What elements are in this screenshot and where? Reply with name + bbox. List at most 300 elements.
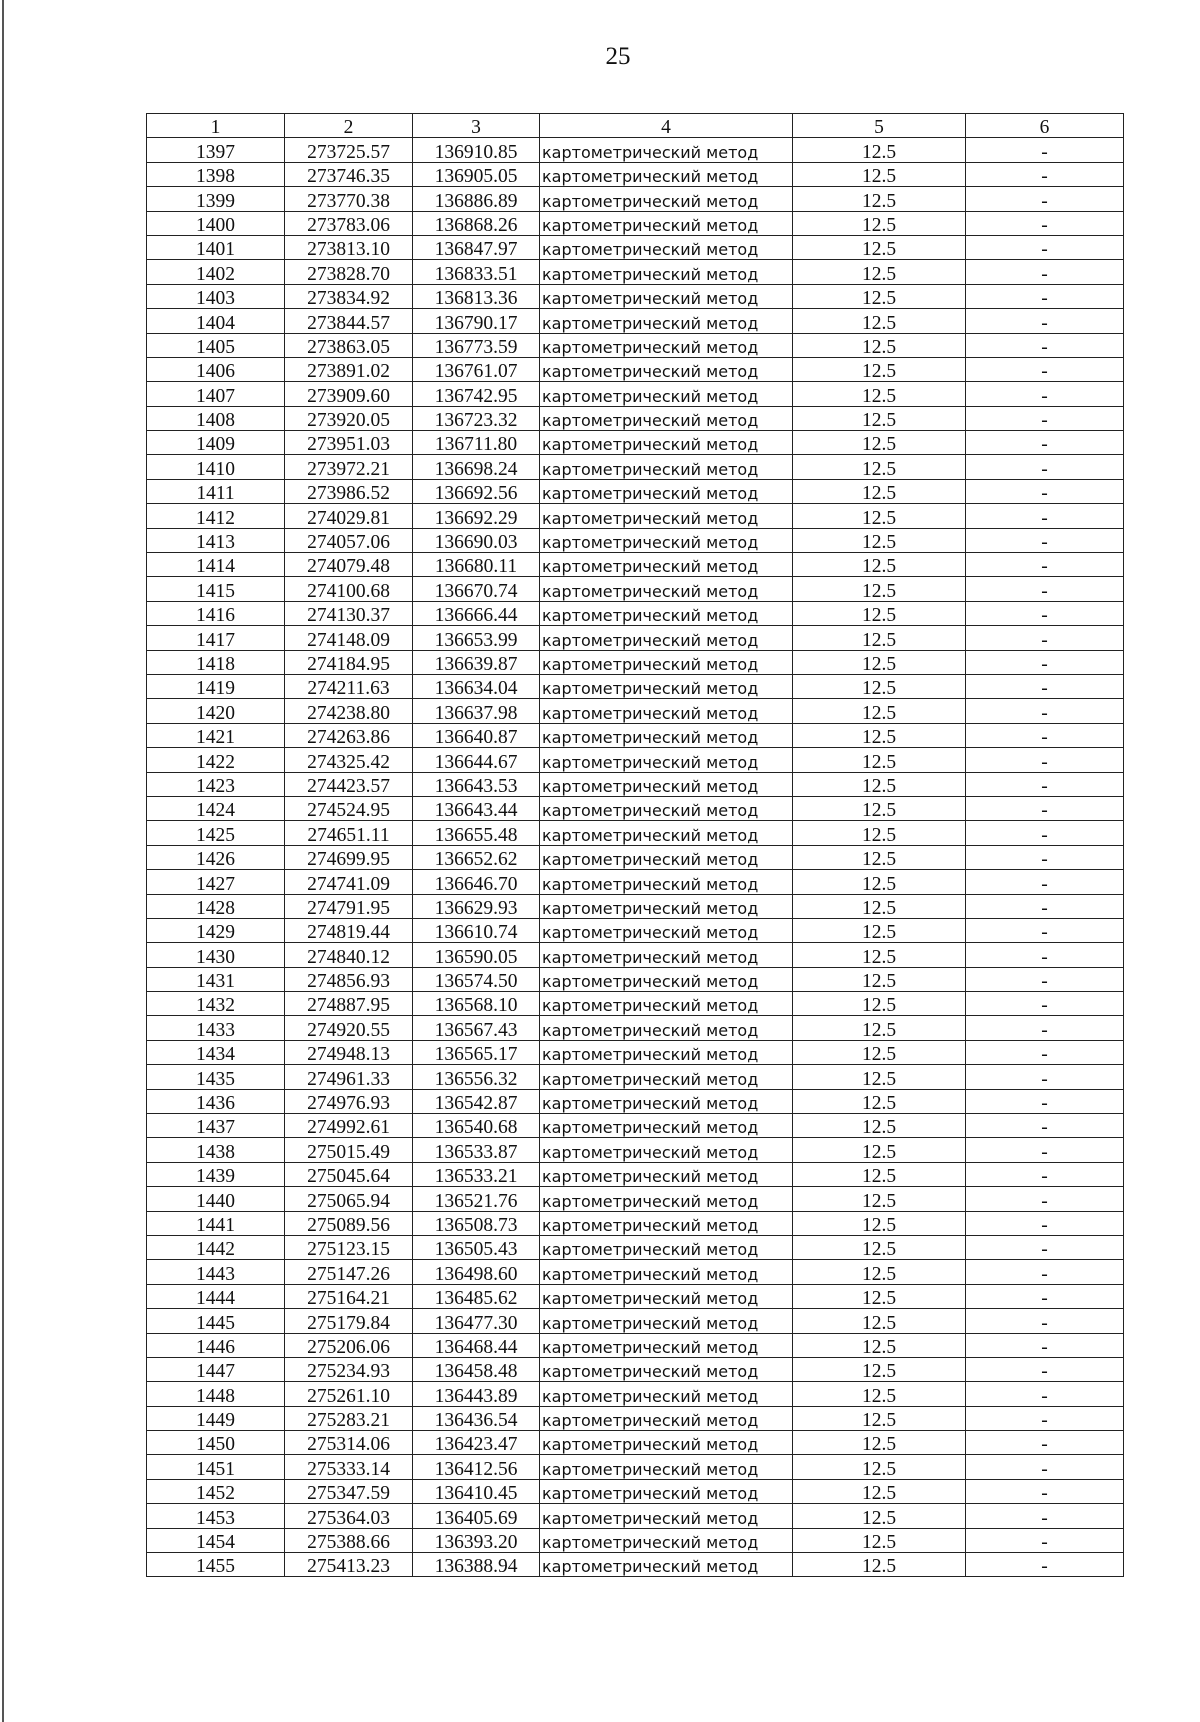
point-number-cell: 1446 [147,1333,285,1357]
y-coordinate-cell: 136680.11 [413,553,540,577]
table-row [147,1187,1124,1211]
note-cell: - [966,1114,1124,1138]
method-cell: картометрический метод [540,650,793,674]
accuracy-cell: 12.5 [793,577,966,601]
x-coordinate-cell: 275234.93 [285,1357,413,1381]
method-cell: картометрический метод [540,1309,793,1333]
x-coordinate-cell: 275364.03 [285,1504,413,1528]
x-coordinate-cell: 275123.15 [285,1235,413,1259]
point-number-cell: 1445 [147,1309,285,1333]
method-cell: картометрический метод [540,723,793,747]
accuracy-cell: 12.5 [793,1284,966,1308]
accuracy-cell: 12.5 [793,1309,966,1333]
x-coordinate-cell: 275388.66 [285,1528,413,1552]
accuracy-cell: 12.5 [793,601,966,625]
y-coordinate-cell: 136505.43 [413,1235,540,1259]
note-cell: - [966,650,1124,674]
y-coordinate-cell: 136773.59 [413,333,540,357]
method-cell: картометрический метод [540,504,793,528]
y-coordinate-cell: 136905.05 [413,162,540,186]
note-cell: - [966,382,1124,406]
note-cell: - [966,1089,1124,1113]
accuracy-cell: 12.5 [793,1455,966,1479]
point-number-cell: 1425 [147,821,285,845]
accuracy-cell: 12.5 [793,748,966,772]
accuracy-cell: 12.5 [793,943,966,967]
accuracy-cell: 12.5 [793,1089,966,1113]
method-cell: картометрический метод [540,1382,793,1406]
table-row [147,528,1124,552]
scan-edge-line [2,0,4,1722]
method-cell: картометрический метод [540,479,793,503]
x-coordinate-cell: 273834.92 [285,284,413,308]
y-coordinate-cell: 136567.43 [413,1016,540,1040]
x-coordinate-cell: 273828.70 [285,260,413,284]
x-coordinate-cell: 274524.95 [285,796,413,820]
point-number-cell: 1401 [147,235,285,259]
point-number-cell: 1415 [147,577,285,601]
x-coordinate-cell: 274948.13 [285,1040,413,1064]
point-number-cell: 1449 [147,1406,285,1430]
x-coordinate-cell: 275065.94 [285,1187,413,1211]
y-coordinate-cell: 136742.95 [413,382,540,406]
accuracy-cell: 12.5 [793,1016,966,1040]
accuracy-cell: 12.5 [793,382,966,406]
point-number-cell: 1418 [147,650,285,674]
table-row [147,796,1124,820]
note-cell: - [966,1284,1124,1308]
table-row [147,870,1124,894]
accuracy-cell: 12.5 [793,1504,966,1528]
y-coordinate-cell: 136655.48 [413,821,540,845]
x-coordinate-cell: 274238.80 [285,699,413,723]
method-cell: картометрический метод [540,918,793,942]
note-cell: - [966,211,1124,235]
table-row [147,504,1124,528]
point-number-cell: 1414 [147,553,285,577]
method-cell: картометрический метод [540,1431,793,1455]
note-cell: - [966,260,1124,284]
table-row [147,1553,1124,1577]
point-number-cell: 1420 [147,699,285,723]
x-coordinate-cell: 273746.35 [285,162,413,186]
table-row [147,1455,1124,1479]
point-number-cell: 1434 [147,1040,285,1064]
table-row [147,431,1124,455]
accuracy-cell: 12.5 [793,284,966,308]
table-row [147,1431,1124,1455]
point-number-cell: 1409 [147,431,285,455]
method-cell: картометрический метод [540,943,793,967]
table-row [147,748,1124,772]
y-coordinate-cell: 136410.45 [413,1479,540,1503]
table-row [147,674,1124,698]
x-coordinate-cell: 273725.57 [285,138,413,162]
note-cell: - [966,553,1124,577]
table-row [147,699,1124,723]
note-cell: - [966,455,1124,479]
note-cell: - [966,1553,1124,1577]
point-number-cell: 1412 [147,504,285,528]
y-coordinate-cell: 136790.17 [413,309,540,333]
accuracy-cell: 12.5 [793,674,966,698]
point-number-cell: 1400 [147,211,285,235]
accuracy-cell: 12.5 [793,187,966,211]
method-cell: картометрический метод [540,1553,793,1577]
y-coordinate-cell: 136388.94 [413,1553,540,1577]
method-cell: картометрический метод [540,1138,793,1162]
accuracy-cell: 12.5 [793,992,966,1016]
method-cell: картометрический метод [540,894,793,918]
note-cell: - [966,674,1124,698]
x-coordinate-cell: 274856.93 [285,967,413,991]
y-coordinate-cell: 136653.99 [413,626,540,650]
accuracy-cell: 12.5 [793,431,966,455]
x-coordinate-cell: 274961.33 [285,1065,413,1089]
x-coordinate-cell: 274819.44 [285,918,413,942]
note-cell: - [966,723,1124,747]
note-cell: - [966,431,1124,455]
point-number-cell: 1402 [147,260,285,284]
table-row [147,260,1124,284]
x-coordinate-cell: 275089.56 [285,1211,413,1235]
x-coordinate-cell: 274184.95 [285,650,413,674]
x-coordinate-cell: 274079.48 [285,553,413,577]
method-cell: картометрический метод [540,1333,793,1357]
accuracy-cell: 12.5 [793,1260,966,1284]
y-coordinate-cell: 136640.87 [413,723,540,747]
table-row [147,1114,1124,1138]
method-cell: картометрический метод [540,309,793,333]
y-coordinate-cell: 136629.93 [413,894,540,918]
table-row [147,1528,1124,1552]
point-number-cell: 1399 [147,187,285,211]
point-number-cell: 1431 [147,967,285,991]
method-cell: картометрический метод [540,992,793,1016]
column-header: 2 [285,114,413,138]
note-cell: - [966,162,1124,186]
table-row [147,162,1124,186]
method-cell: картометрический метод [540,284,793,308]
note-cell: - [966,918,1124,942]
x-coordinate-cell: 275413.23 [285,1553,413,1577]
y-coordinate-cell: 136910.85 [413,138,540,162]
x-coordinate-cell: 273972.21 [285,455,413,479]
y-coordinate-cell: 136711.80 [413,431,540,455]
column-header: 4 [540,114,793,138]
method-cell: картометрический метод [540,577,793,601]
table-row [147,1382,1124,1406]
note-cell: - [966,528,1124,552]
note-cell: - [966,1040,1124,1064]
y-coordinate-cell: 136833.51 [413,260,540,284]
x-coordinate-cell: 274423.57 [285,772,413,796]
note-cell: - [966,1235,1124,1259]
x-coordinate-cell: 274057.06 [285,528,413,552]
y-coordinate-cell: 136477.30 [413,1309,540,1333]
method-cell: картометрический метод [540,748,793,772]
method-cell: картометрический метод [540,699,793,723]
note-cell: - [966,284,1124,308]
method-cell: картометрический метод [540,796,793,820]
accuracy-cell: 12.5 [793,211,966,235]
note-cell: - [966,1406,1124,1430]
column-header: 5 [793,114,966,138]
y-coordinate-cell: 136443.89 [413,1382,540,1406]
point-number-cell: 1453 [147,1504,285,1528]
y-coordinate-cell: 136692.29 [413,504,540,528]
x-coordinate-cell: 274148.09 [285,626,413,650]
y-coordinate-cell: 136556.32 [413,1065,540,1089]
y-coordinate-cell: 136886.89 [413,187,540,211]
point-number-cell: 1419 [147,674,285,698]
point-number-cell: 1404 [147,309,285,333]
x-coordinate-cell: 273909.60 [285,382,413,406]
y-coordinate-cell: 136646.70 [413,870,540,894]
method-cell: картометрический метод [540,528,793,552]
note-cell: - [966,577,1124,601]
method-cell: картометрический метод [540,1016,793,1040]
table-row [147,406,1124,430]
y-coordinate-cell: 136405.69 [413,1504,540,1528]
x-coordinate-cell: 275314.06 [285,1431,413,1455]
note-cell: - [966,1309,1124,1333]
table-row [147,772,1124,796]
method-cell: картометрический метод [540,821,793,845]
accuracy-cell: 12.5 [793,528,966,552]
x-coordinate-cell: 275179.84 [285,1309,413,1333]
accuracy-cell: 12.5 [793,309,966,333]
note-cell: - [966,1187,1124,1211]
table-row [147,138,1124,162]
note-cell: - [966,626,1124,650]
y-coordinate-cell: 136485.62 [413,1284,540,1308]
point-number-cell: 1433 [147,1016,285,1040]
accuracy-cell: 12.5 [793,1211,966,1235]
accuracy-cell: 12.5 [793,1187,966,1211]
method-cell: картометрический метод [540,431,793,455]
note-cell: - [966,1162,1124,1186]
note-cell: - [966,138,1124,162]
note-cell: - [966,1504,1124,1528]
note-cell: - [966,845,1124,869]
x-coordinate-cell: 275283.21 [285,1406,413,1430]
point-number-cell: 1407 [147,382,285,406]
note-cell: - [966,1479,1124,1503]
x-coordinate-cell: 274211.63 [285,674,413,698]
table-row [147,650,1124,674]
y-coordinate-cell: 136868.26 [413,211,540,235]
point-number-cell: 1398 [147,162,285,186]
accuracy-cell: 12.5 [793,1406,966,1430]
method-cell: картометрический метод [540,1162,793,1186]
y-coordinate-cell: 136533.21 [413,1162,540,1186]
method-cell: картометрический метод [540,1235,793,1259]
y-coordinate-cell: 136508.73 [413,1211,540,1235]
method-cell: картометрический метод [540,235,793,259]
accuracy-cell: 12.5 [793,845,966,869]
y-coordinate-cell: 136542.87 [413,1089,540,1113]
y-coordinate-cell: 136468.44 [413,1333,540,1357]
table-row [147,357,1124,381]
note-cell: - [966,943,1124,967]
accuracy-cell: 12.5 [793,1431,966,1455]
table-row [147,1065,1124,1089]
y-coordinate-cell: 136723.32 [413,406,540,430]
table-row [147,626,1124,650]
method-cell: картометрический метод [540,260,793,284]
note-cell: - [966,699,1124,723]
table-row [147,845,1124,869]
table-row [147,723,1124,747]
point-number-cell: 1454 [147,1528,285,1552]
x-coordinate-cell: 274741.09 [285,870,413,894]
y-coordinate-cell: 136533.87 [413,1138,540,1162]
point-number-cell: 1426 [147,845,285,869]
point-number-cell: 1435 [147,1065,285,1089]
accuracy-cell: 12.5 [793,162,966,186]
point-number-cell: 1416 [147,601,285,625]
point-number-cell: 1452 [147,1479,285,1503]
y-coordinate-cell: 136393.20 [413,1528,540,1552]
point-number-cell: 1455 [147,1553,285,1577]
method-cell: картометрический метод [540,1357,793,1381]
method-cell: картометрический метод [540,1260,793,1284]
method-cell: картометрический метод [540,382,793,406]
y-coordinate-cell: 136643.53 [413,772,540,796]
y-coordinate-cell: 136690.03 [413,528,540,552]
accuracy-cell: 12.5 [793,1333,966,1357]
method-cell: картометрический метод [540,1504,793,1528]
method-cell: картометрический метод [540,845,793,869]
table-body [147,138,1124,1577]
table-row [147,1235,1124,1259]
point-number-cell: 1444 [147,1284,285,1308]
y-coordinate-cell: 136540.68 [413,1114,540,1138]
table-row [147,1089,1124,1113]
column-header: 3 [413,114,540,138]
note-cell: - [966,1431,1124,1455]
x-coordinate-cell: 274992.61 [285,1114,413,1138]
y-coordinate-cell: 136761.07 [413,357,540,381]
x-coordinate-cell: 273844.57 [285,309,413,333]
y-coordinate-cell: 136412.56 [413,1455,540,1479]
method-cell: картометрический метод [540,1211,793,1235]
table-row [147,309,1124,333]
coordinates-table [146,113,1124,1577]
note-cell: - [966,1382,1124,1406]
y-coordinate-cell: 136813.36 [413,284,540,308]
x-coordinate-cell: 273783.06 [285,211,413,235]
point-number-cell: 1410 [147,455,285,479]
x-coordinate-cell: 274100.68 [285,577,413,601]
accuracy-cell: 12.5 [793,918,966,942]
accuracy-cell: 12.5 [793,504,966,528]
table-row [147,553,1124,577]
method-cell: картометрический метод [540,1284,793,1308]
note-cell: - [966,601,1124,625]
y-coordinate-cell: 136423.47 [413,1431,540,1455]
accuracy-cell: 12.5 [793,1382,966,1406]
x-coordinate-cell: 274840.12 [285,943,413,967]
method-cell: картометрический метод [540,211,793,235]
x-coordinate-cell: 274887.95 [285,992,413,1016]
accuracy-cell: 12.5 [793,1114,966,1138]
accuracy-cell: 12.5 [793,796,966,820]
accuracy-cell: 12.5 [793,1162,966,1186]
x-coordinate-cell: 275333.14 [285,1455,413,1479]
table-row [147,1162,1124,1186]
y-coordinate-cell: 136521.76 [413,1187,540,1211]
method-cell: картометрический метод [540,455,793,479]
note-cell: - [966,1016,1124,1040]
x-coordinate-cell: 275015.49 [285,1138,413,1162]
table-row [147,284,1124,308]
table-row [147,1040,1124,1064]
y-coordinate-cell: 136568.10 [413,992,540,1016]
x-coordinate-cell: 275261.10 [285,1382,413,1406]
y-coordinate-cell: 136639.87 [413,650,540,674]
accuracy-cell: 12.5 [793,1235,966,1259]
point-number-cell: 1427 [147,870,285,894]
method-cell: картометрический метод [540,1065,793,1089]
method-cell: картометрический метод [540,674,793,698]
y-coordinate-cell: 136574.50 [413,967,540,991]
note-cell: - [966,406,1124,430]
point-number-cell: 1429 [147,918,285,942]
point-number-cell: 1408 [147,406,285,430]
point-number-cell: 1430 [147,943,285,967]
x-coordinate-cell: 273920.05 [285,406,413,430]
table-row [147,1211,1124,1235]
note-cell: - [966,1211,1124,1235]
x-coordinate-cell: 273813.10 [285,235,413,259]
point-number-cell: 1439 [147,1162,285,1186]
accuracy-cell: 12.5 [793,967,966,991]
accuracy-cell: 12.5 [793,553,966,577]
note-cell: - [966,235,1124,259]
table-row [147,187,1124,211]
table-row [147,992,1124,1016]
table-row [147,1309,1124,1333]
accuracy-cell: 12.5 [793,821,966,845]
method-cell: картометрический метод [540,967,793,991]
table-row [147,577,1124,601]
accuracy-cell: 12.5 [793,1138,966,1162]
note-cell: - [966,333,1124,357]
method-cell: картометрический метод [540,601,793,625]
x-coordinate-cell: 274791.95 [285,894,413,918]
point-number-cell: 1447 [147,1357,285,1381]
point-number-cell: 1441 [147,1211,285,1235]
point-number-cell: 1397 [147,138,285,162]
table-row [147,1016,1124,1040]
point-number-cell: 1424 [147,796,285,820]
table-row [147,894,1124,918]
note-cell: - [966,1528,1124,1552]
table-row [147,918,1124,942]
table-row [147,821,1124,845]
page-number: 25 [605,43,631,70]
note-cell: - [966,772,1124,796]
method-cell: картометрический метод [540,1406,793,1430]
table-row [147,333,1124,357]
note-cell: - [966,1260,1124,1284]
accuracy-cell: 12.5 [793,870,966,894]
point-number-cell: 1411 [147,479,285,503]
table-row [147,601,1124,625]
accuracy-cell: 12.5 [793,1479,966,1503]
